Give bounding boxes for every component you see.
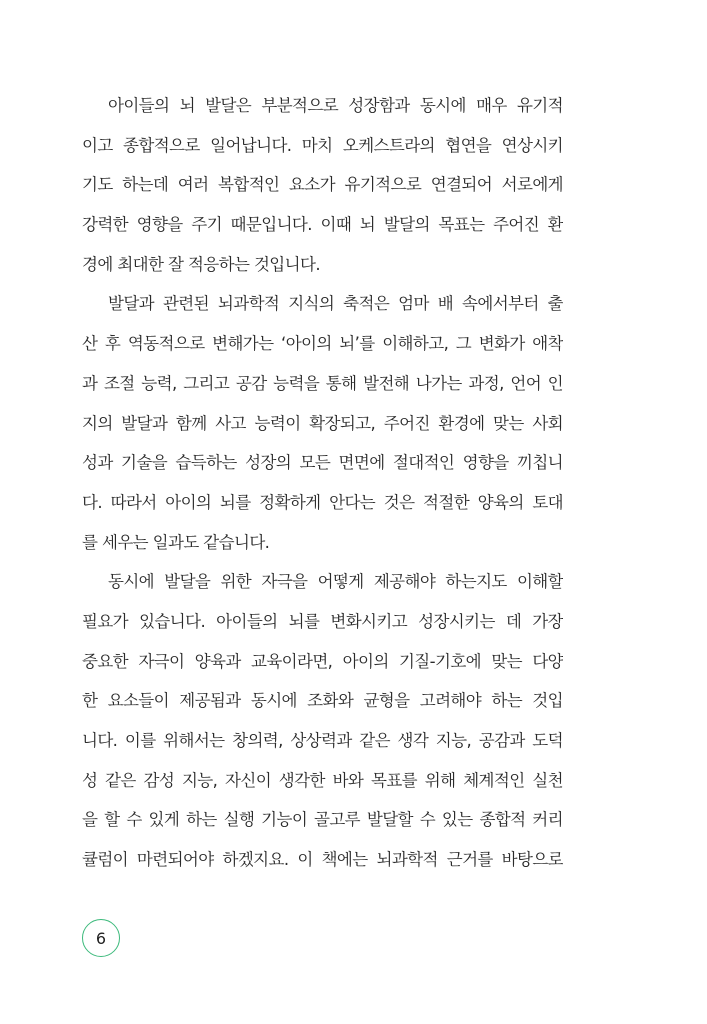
text-line: 동시에 발달을 위한 자극을 어떻게 제공해야 하는지도 이해할 [108,572,563,592]
body-text [82,92,563,886]
text-line: 필요가 있습니다. 아이들의 뇌를 변화시키고 성장시키는 데 가장 [82,611,563,631]
text-line: 지의 발달과 함께 사고 능력이 확장되고, 주어진 환경에 맞는 사회 [82,413,563,433]
text-line: 기도 하는데 여러 복합적인 요소가 유기적으로 연결되어 서로에게 [82,175,563,195]
text-line: 산 후 역동적으로 변해가는 ‘아이의 뇌’를 이해하고, 그 변화가 애착 [82,334,563,354]
text-line: 를 세우는 일과도 같습니다. [82,532,270,552]
text-line: 아이들의 뇌 발달은 부분적으로 성장함과 동시에 매우 유기적 [108,96,563,115]
page-number: 6 [82,919,120,957]
text-line: 큘럼이 마련되어야 하겠지요. 이 책에는 뇌과학적 근거를 바탕으로 [82,850,563,870]
text-line: 성과 기술을 습득하는 성장의 모든 면면에 절대적인 영향을 끼칩니 [82,453,563,473]
text-line: 이고 종합적으로 일어납니다. 마치 오케스트라의 협연을 연상시키 [82,135,563,155]
text-line: 과 조절 능력, 그리고 공감 능력을 통해 발전해 나가는 과정, 언어 인 [82,373,563,393]
text-line: 중요한 자극이 양육과 교육이라면, 아이의 기질-기호에 맞는 다양 [82,651,563,671]
text-line: 한 요소들이 제공됨과 동시에 조화와 균형을 고려해야 하는 것입 [82,691,563,711]
text-line: 다. 따라서 아이의 뇌를 정확하게 안다는 것은 적절한 양육의 토대 [82,492,563,512]
text-line: 발달과 관련된 뇌과학적 지식의 축적은 엄마 배 속에서부터 출 [108,294,563,314]
text-line: 강력한 영향을 주기 때문입니다. 이때 뇌 발달의 목표는 주어진 환 [82,215,563,235]
text-line: 니다. 이를 위해서는 창의력, 상상력과 같은 생각 지능, 공감과 도덕 [82,731,563,750]
text-line: 을 할 수 있게 하는 실행 기능이 골고루 발달할 수 있는 종합적 커리 [82,810,563,830]
text-line: 성 같은 감성 지능, 자신이 생각한 바와 목표를 위해 체계적인 실천 [82,770,563,790]
text-line: 경에 최대한 잘 적응하는 것입니다. [82,254,320,274]
